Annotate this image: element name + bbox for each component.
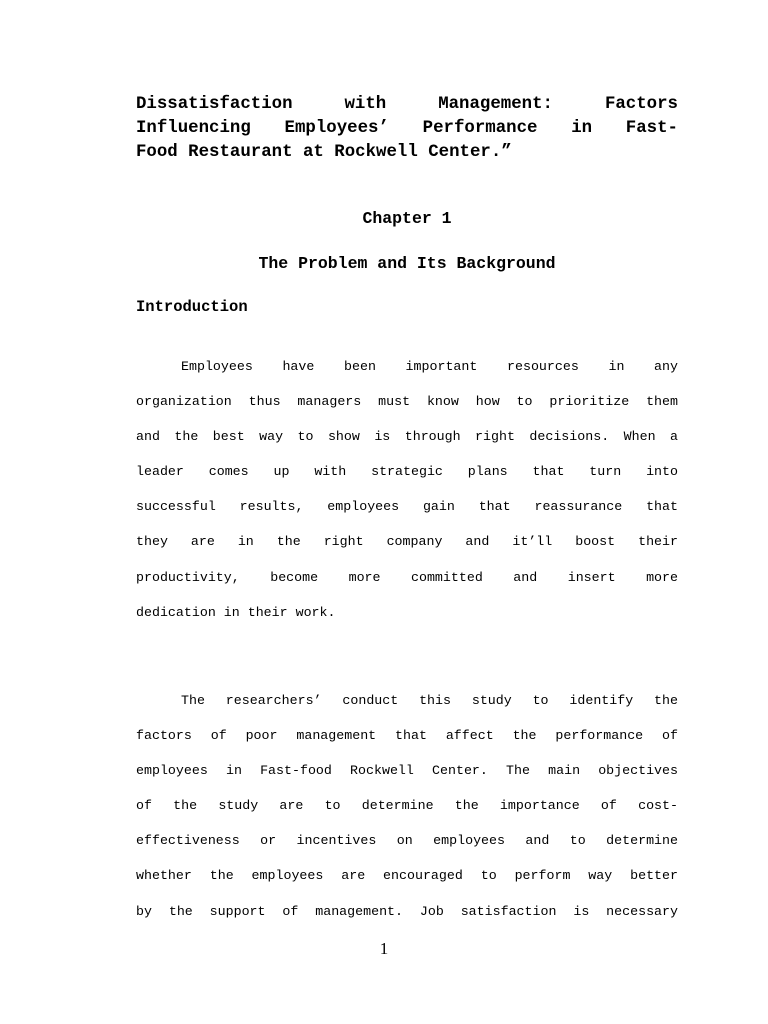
paragraph-line: Employees have been important resources in any <box>181 359 678 374</box>
paragraph-line: The researchers’ conduct this study to identify the <box>181 693 678 708</box>
title-line: Dissatisfaction with Management: Factors <box>136 95 678 114</box>
paragraph-line: and the best way to show is through right decisions. When a <box>136 429 678 445</box>
paragraph-line: employees in Fast-food Rockwell Center. The main objectives <box>136 763 678 779</box>
paragraph-line: productivity, become more committed and insert more <box>136 569 678 585</box>
paragraph-line: successful results, employees gain that reassurance that <box>136 499 678 515</box>
title-line: Food Restaurant at Rockwell Center.” <box>136 143 512 162</box>
paragraph-line: dedication in their work. <box>136 604 336 620</box>
paragraph-line: factors of poor management that affect the performance of <box>136 728 678 744</box>
paragraph-line: leader comes up with strategic plans that turn into <box>136 464 678 480</box>
document-title <box>136 93 678 165</box>
paragraph <box>136 691 678 937</box>
title-line: Influencing Employees’ Performance in Fast- <box>136 119 678 138</box>
paragraph <box>136 357 678 638</box>
paragraph-line: organization thus managers must know how to prioritize them <box>136 394 678 410</box>
chapter-title: The Problem and Its Background <box>258 254 556 273</box>
page-number: 1 <box>379 939 389 958</box>
chapter-heading: Chapter 1 <box>362 209 452 228</box>
section-heading: Introduction <box>136 298 248 316</box>
paragraph-line: of the study are to determine the importance of cost- <box>136 798 678 814</box>
paragraph-line: whether the employees are encouraged to perform way better <box>136 868 678 884</box>
paragraph-line: by the support of management. Job satisfaction is necessary <box>136 903 678 919</box>
paragraph-line: they are in the right company and it’ll boost their <box>136 534 678 550</box>
paragraph-line: effectiveness or incentives on employees and to determine <box>136 833 678 849</box>
